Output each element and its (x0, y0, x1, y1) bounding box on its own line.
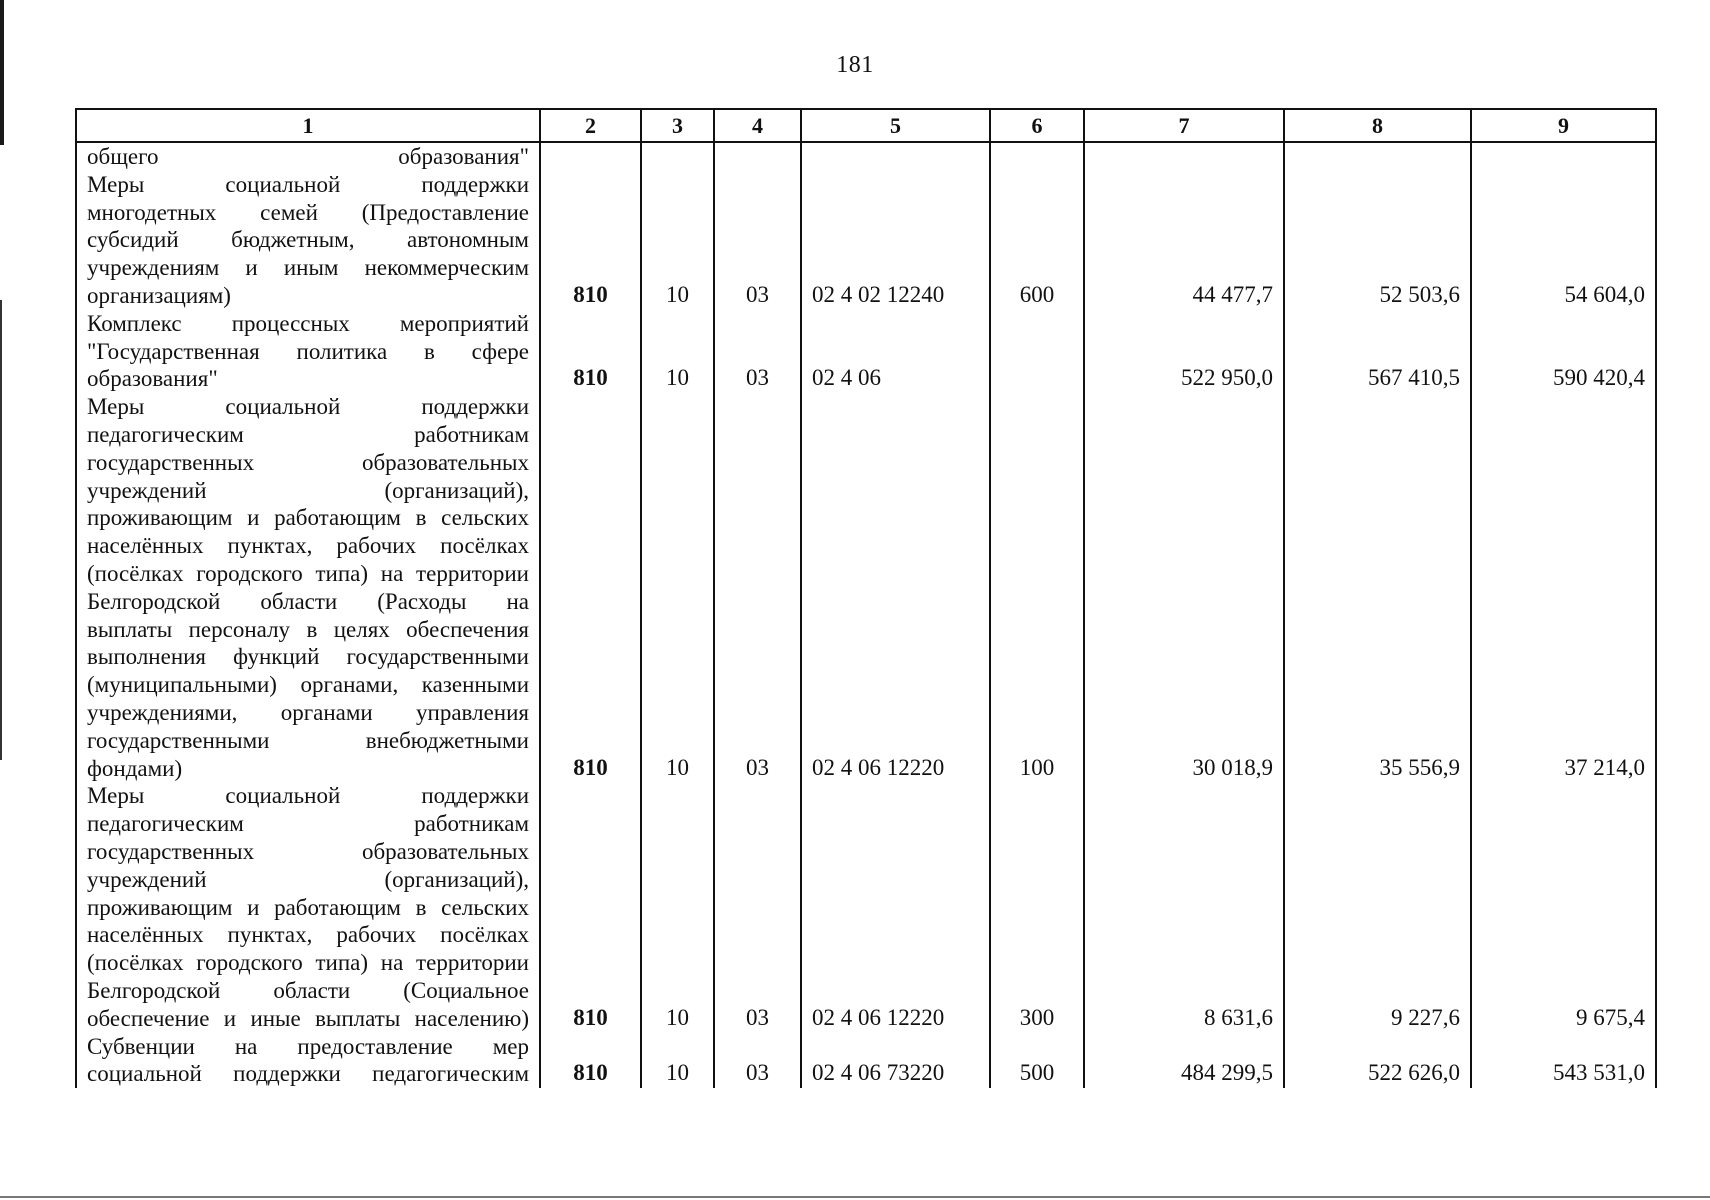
description-line: многодетных семей (Предоставление (87, 199, 529, 225)
subsection-cell: 03 (714, 1033, 801, 1089)
amount-year2-cell: 522 626,0 (1284, 1033, 1471, 1089)
amount-year3-cell: 590 420,4 (1471, 310, 1656, 393)
amount-year1-cell: 44 477,7 (1084, 142, 1284, 310)
col-header-1: 1 (76, 109, 540, 142)
description-line: учреждениями, органами управления (87, 699, 529, 725)
amount-year1-cell: 522 950,0 (1084, 310, 1284, 393)
amount-year2-cell: 567 410,5 (1284, 310, 1471, 393)
amount-year1-cell: 8 631,6 (1084, 782, 1284, 1032)
col-header-2: 2 (540, 109, 641, 142)
description-line: (посёлках городского типа) на территории (87, 950, 529, 976)
table-row (76, 142, 1656, 310)
table-row (76, 1033, 1656, 1089)
description-line: Меры социальной поддержки (87, 783, 529, 809)
description-cell (76, 1033, 540, 1089)
amount-year1-cell: 30 018,9 (1084, 393, 1284, 782)
description-cell (76, 310, 540, 393)
description-line: учреждений (организаций), (87, 866, 529, 892)
description-line: субсидий бюджетным, автономным (87, 227, 529, 253)
target-article-cell: 02 4 06 12220 (801, 782, 990, 1032)
subsection-cell: 03 (714, 310, 801, 393)
amount-year3-cell: 543 531,0 (1471, 1033, 1656, 1089)
description-line: выплаты персоналу в целях обеспечения (87, 616, 529, 642)
subsection-cell: 03 (714, 142, 801, 310)
description-line: педагогическим работникам (87, 421, 529, 447)
description-line: общего образования" (87, 144, 529, 169)
description-cell (76, 393, 540, 782)
col-header-6: 6 (990, 109, 1084, 142)
description-line: фондами) (87, 755, 183, 781)
target-article-cell: 02 4 06 73220 (801, 1033, 990, 1089)
scan-edge-mid (0, 300, 2, 760)
description-line: социальной поддержки педагогическим (87, 1061, 529, 1087)
description-line: населённых пунктах, рабочих посёлках (87, 533, 529, 559)
col-header-8: 8 (1284, 109, 1471, 142)
description-line: педагогическим работникам (87, 811, 529, 837)
subsection-cell: 03 (714, 782, 801, 1032)
section-cell: 10 (641, 310, 714, 393)
section-cell: 10 (641, 393, 714, 782)
amount-year2-cell: 35 556,9 (1284, 393, 1471, 782)
expense-type-cell: 100 (990, 393, 1084, 782)
grbs-cell: 810 (540, 393, 641, 782)
expense-type-cell (990, 310, 1084, 393)
table-row (76, 310, 1656, 393)
expense-type-cell: 300 (990, 782, 1084, 1032)
description-line: выполнения функций государственными (87, 644, 529, 670)
description-line: учреждениям и иным некоммерческим (87, 255, 529, 281)
col-header-7: 7 (1084, 109, 1284, 142)
description-line: обеспечение и иные выплаты населению) (87, 1005, 529, 1031)
description-line: Комплекс процессных мероприятий (87, 310, 529, 336)
description-line: государственными внебюджетными (87, 727, 529, 753)
amount-year3-cell: 54 604,0 (1471, 142, 1656, 310)
description-line: учреждений (организаций), (87, 477, 529, 503)
amount-year3-cell: 9 675,4 (1471, 782, 1656, 1032)
budget-table (75, 108, 1657, 1088)
description-cell (76, 782, 540, 1032)
description-line: проживающим и работающим в сельских (87, 894, 529, 920)
col-header-9: 9 (1471, 109, 1656, 142)
description-line: организациям) (87, 282, 231, 308)
description-line: государственных образовательных (87, 449, 529, 475)
grbs-cell: 810 (540, 782, 641, 1032)
amount-year2-cell: 52 503,6 (1284, 142, 1471, 310)
description-line: населённых пунктах, рабочих посёлках (87, 922, 529, 948)
description-line: Субвенции на предоставление мер (87, 1033, 529, 1059)
header-row (76, 109, 1656, 142)
amount-year1-cell: 484 299,5 (1084, 1033, 1284, 1089)
description-cell (76, 142, 540, 310)
target-article-cell: 02 4 06 (801, 310, 990, 393)
section-cell: 10 (641, 782, 714, 1032)
scan-bottom-edge (0, 1196, 1710, 1198)
amount-year2-cell: 9 227,6 (1284, 782, 1471, 1032)
amount-year3-cell: 37 214,0 (1471, 393, 1656, 782)
description-line: (посёлках городского типа) на территории (87, 560, 529, 586)
description-line: проживающим и работающим в сельских (87, 505, 529, 531)
table-row (76, 782, 1656, 1032)
description-line: Меры социальной поддержки (87, 171, 529, 197)
description-line: образования" (87, 366, 218, 392)
table-row (76, 393, 1656, 782)
expense-type-cell: 500 (990, 1033, 1084, 1089)
description-line: Меры социальной поддержки (87, 394, 529, 420)
grbs-cell: 810 (540, 310, 641, 393)
description-line: Белгородской области (Социальное (87, 977, 529, 1003)
description-line: "Государственная политика в сфере (87, 338, 529, 364)
expense-type-cell: 600 (990, 142, 1084, 310)
col-header-5: 5 (801, 109, 990, 142)
target-article-cell: 02 4 02 12240 (801, 142, 990, 310)
grbs-cell: 810 (540, 1033, 641, 1089)
col-header-4: 4 (714, 109, 801, 142)
section-cell: 10 (641, 142, 714, 310)
page-number: 181 (836, 52, 874, 78)
grbs-cell: 810 (540, 142, 641, 310)
target-article-cell: 02 4 06 12220 (801, 393, 990, 782)
description-line: государственных образовательных (87, 838, 529, 864)
col-header-3: 3 (641, 109, 714, 142)
section-cell: 10 (641, 1033, 714, 1089)
description-line: (муниципальными) органами, казенными (87, 672, 529, 698)
subsection-cell: 03 (714, 393, 801, 782)
description-line: Белгородской области (Расходы на (87, 588, 529, 614)
